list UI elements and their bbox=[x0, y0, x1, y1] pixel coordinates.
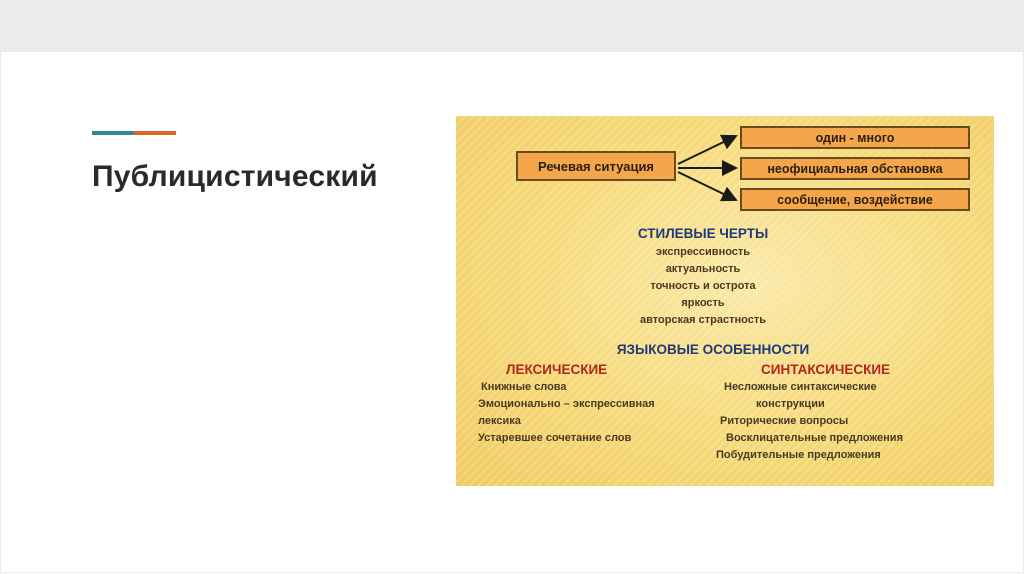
syntactic-heading: СИНТАКСИЧЕСКИЕ bbox=[761, 362, 891, 377]
top-toolbar bbox=[0, 0, 1024, 53]
arrow-1 bbox=[678, 136, 736, 164]
accent-bar-teal bbox=[92, 131, 134, 135]
slide-title: Публицистический bbox=[92, 160, 378, 193]
lexical-item: Книжные слова bbox=[481, 381, 567, 393]
arrow-3 bbox=[678, 172, 736, 200]
style-trait: авторская страстность bbox=[640, 314, 766, 326]
accent-bar-orange bbox=[134, 131, 176, 135]
speech-situation-box: Речевая ситуация bbox=[516, 151, 676, 181]
syntactic-item: Несложные синтаксические bbox=[724, 381, 877, 393]
target-box-1: один - много bbox=[740, 126, 970, 149]
syntactic-item: Восклицательные предложения bbox=[726, 432, 903, 444]
features-heading: ЯЗЫКОВЫЕ ОСОБЕННОСТИ bbox=[616, 342, 810, 357]
target-box-2: неофициальная обстановка bbox=[740, 157, 970, 180]
style-trait: экспрессивность bbox=[655, 246, 751, 258]
syntactic-item: Риторические вопросы bbox=[720, 415, 849, 427]
syntactic-item: Побудительные предложения bbox=[716, 449, 881, 461]
diagram-image bbox=[456, 116, 994, 486]
style-trait: актуальность bbox=[665, 263, 741, 275]
lexical-item: Эмоционально – экспрессивная bbox=[478, 398, 655, 410]
style-trait: точность и острота bbox=[650, 280, 756, 292]
style-heading: СТИЛЕВЫЕ ЧЕРТЫ bbox=[637, 226, 769, 241]
lexical-heading: ЛЕКСИЧЕСКИЕ bbox=[506, 362, 608, 377]
target-box-3: сообщение, воздействие bbox=[740, 188, 970, 211]
lexical-item: Устаревшее сочетание слов bbox=[478, 432, 632, 444]
syntactic-item: конструкции bbox=[756, 398, 825, 410]
style-trait: яркость bbox=[681, 297, 725, 309]
lexical-item: лексика bbox=[478, 415, 521, 427]
